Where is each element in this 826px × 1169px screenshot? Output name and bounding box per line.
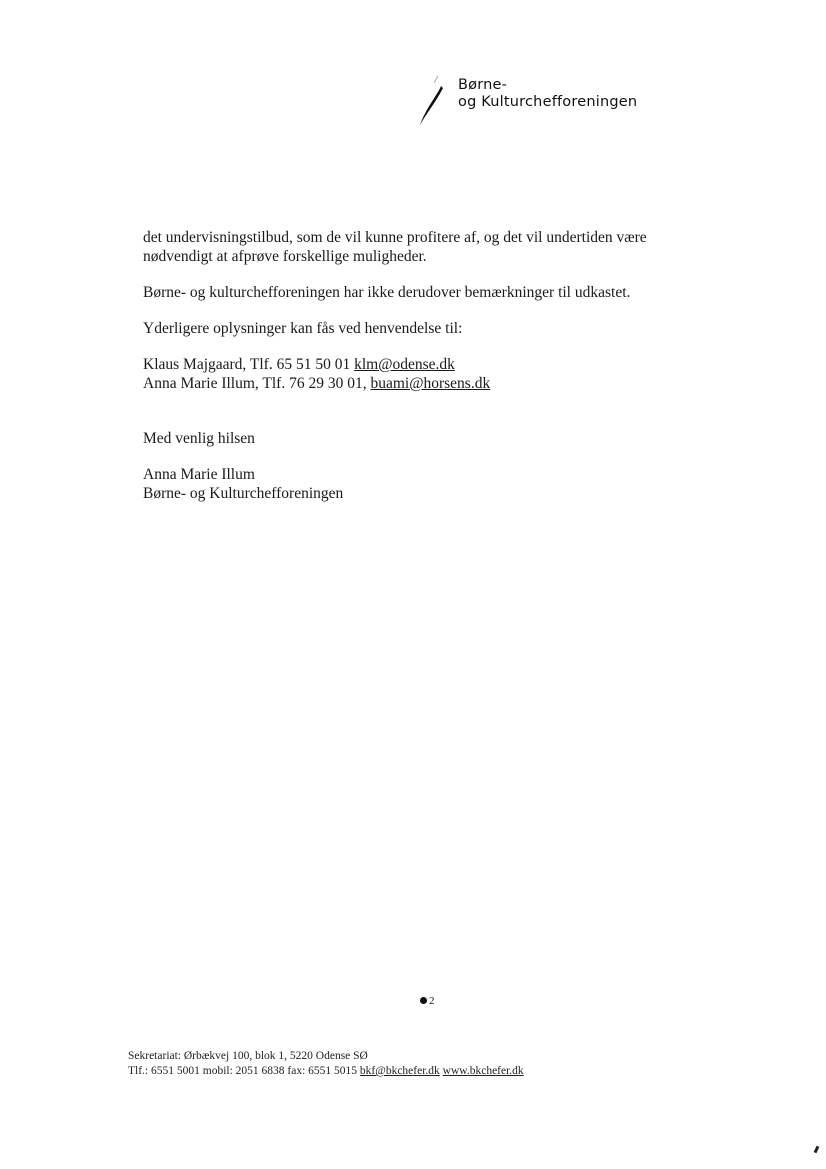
footer-email-link[interactable]: bkf@bkchefer.dk xyxy=(359,1065,440,1077)
paragraph-1-line-2: nødvendigt at afprøve forskellige muligheder. xyxy=(143,248,427,265)
contact-line xyxy=(143,374,703,393)
org-logo xyxy=(412,70,672,130)
scan-mark xyxy=(814,1146,820,1154)
signature-org: Børne- og Kulturchefforeningen xyxy=(143,485,344,502)
quill-logo-icon xyxy=(412,70,452,130)
org-name-line2: og Kulturchefforeningen xyxy=(458,94,638,110)
contact-text: Anna Marie Illum, Tlf. 76 29 30 01, xyxy=(143,375,371,392)
contact-text: Klaus Majgaard, Tlf. 65 51 50 01 xyxy=(143,356,355,373)
page-number-value: 2 xyxy=(429,995,435,1007)
page-number xyxy=(420,995,435,1007)
org-name xyxy=(458,77,637,111)
footer-website-link[interactable]: www.bkchefer.dk xyxy=(442,1065,524,1077)
letter-body xyxy=(143,228,703,503)
footer-address: Sekretariat: Ørbækvej 100, blok 1, 5220 Odense SØ xyxy=(128,1050,368,1062)
paragraph-1-line-1: det undervisningstilbud, som de vil kunne profitere af, og det vil undertiden være xyxy=(143,229,647,246)
org-name-line1: Børne- xyxy=(458,77,508,93)
contact-line xyxy=(143,355,703,374)
footer xyxy=(128,1049,728,1079)
bullet-icon xyxy=(420,997,427,1004)
signature-name: Anna Marie Illum xyxy=(143,466,255,483)
paragraph-2: Børne- og kulturchefforeningen har ikke derudover bemærkninger til udkastet. xyxy=(143,284,631,301)
contact-email-link[interactable]: buami@horsens.dk xyxy=(370,375,491,392)
footer-contact xyxy=(128,1064,728,1079)
greeting: Med venlig hilsen xyxy=(143,430,255,447)
footer-phone-numbers: Tlf.: 6551 5001 mobil: 2051 6838 fax: 6551 5015 xyxy=(128,1065,360,1077)
contact-email-link[interactable]: klm@odense.dk xyxy=(354,356,455,373)
paragraph-3: Yderligere oplysninger kan fås ved henvendelse til: xyxy=(143,320,463,337)
